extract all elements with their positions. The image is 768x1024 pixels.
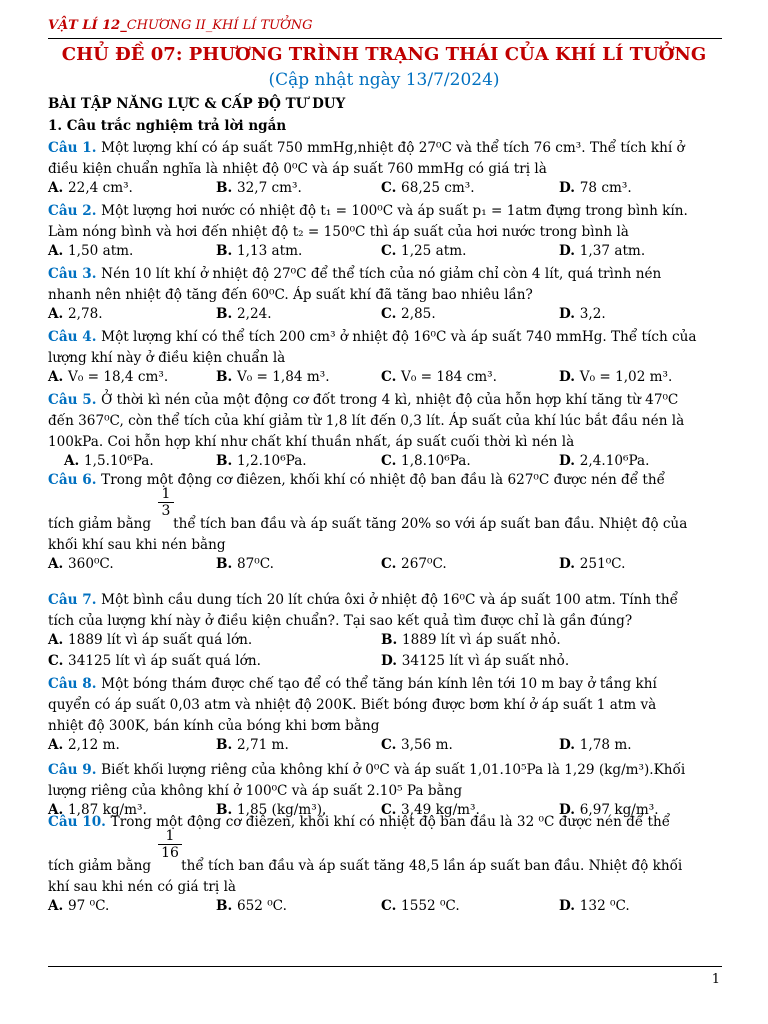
option-label: D. [381,653,402,669]
option-label: A. [48,306,69,322]
question-text: Một lượng hơi nước có nhiệt độ t₁ = 100⁰C và áp suất p₁ = 1atm đựng trong bình kín. [101,203,688,219]
answer-option [381,898,460,914]
option-text: 1,50 atm. [68,243,134,259]
option-label: B. [381,632,402,648]
question-text-line [48,812,722,833]
option-text: 32,7 cm³. [236,180,302,196]
question-text: thể tích ban đầu và áp suất tăng 48,5 lần áp suất ban đầu. Nhiệt độ khối [181,858,683,874]
fraction-numerator: 1 [165,828,175,844]
option-label: C. [381,453,402,469]
option-text: V₀ = 18,4 cm³. [68,369,169,385]
option-text: 3,49 kg/m³. [401,802,480,818]
option-label: B. [216,306,237,322]
option-label: C. [381,369,402,385]
option-text: 2,85. [401,306,436,322]
answer-option [216,556,274,572]
question-text-line [48,856,722,877]
option-text: V₀ = 184 cm³. [401,369,497,385]
header-chapter: CHƯƠNG II_KHÍ LÍ TƯỞNG [126,18,313,33]
subsection-heading: 1. Câu trắc nghiệm trả lời ngắn [48,118,287,134]
question-text-line [48,411,722,432]
answer-option [381,556,447,572]
option-text: 251⁰C. [579,556,626,572]
question-text: Ở thời kì nén của một động cơ đốt trong 4 kì, nhiệt độ của hỗn hợp khí tăng từ 47⁰C [101,392,679,408]
question-text: Trong một động cơ điêzen, khối khí có nhiệt độ ban đầu là 627⁰C được nén để thể [101,472,665,488]
option-label: D. [559,898,580,914]
question-text-line [48,781,722,802]
option-text: 34125 lít vì áp suất nhỏ. [401,653,570,669]
answer-options-row [48,306,722,327]
option-text: 1,5.10⁶Pa. [84,453,154,469]
answer-option [216,243,302,259]
answer-options-row [48,556,722,577]
question-text: khối khí sau khi nén bằng [48,537,226,553]
answer-option [48,556,114,572]
question-number: Câu 8. [48,676,102,692]
answer-option [48,632,252,648]
option-text: 1,13 atm. [236,243,303,259]
question-text-line [48,285,722,306]
question-text-line [48,760,722,781]
answer-option [381,180,475,196]
option-text: 1,85 (kg/m³). [236,802,327,818]
answer-options-row [48,243,722,264]
option-text: 87⁰C. [236,556,274,572]
option-label: B. [216,898,237,914]
option-text: 132 ⁰C. [579,898,630,914]
option-text: 2,78. [68,306,103,322]
question-text: Một bóng thám được chế tạo để có thể tăng bán kính lên tới 10 m bay ở tầng khí [101,676,657,692]
option-label: C. [381,243,402,259]
option-label: A. [48,180,69,196]
question-text: 100kPa. Coi hỗn hợp khí như chất khí thuần nhất, áp suất cuối thời kì nén là [48,434,575,450]
answer-option [381,306,436,322]
option-text: 22,4 cm³. [68,180,133,196]
question-text: lượng khí này ở điều kiện chuẩn là [48,350,286,366]
option-label: C. [381,802,402,818]
option-label: D. [559,306,580,322]
option-label: D. [559,453,580,469]
option-text: 2,71 m. [236,737,289,753]
option-label: A. [48,737,69,753]
option-text: 68,25 cm³. [401,180,475,196]
answer-option [216,898,287,914]
question-text-line [48,390,722,411]
option-label: D. [559,737,580,753]
answer-option [216,369,330,385]
answer-option [48,243,133,259]
answer-options-row [48,737,722,758]
question-text: Một lượng khí có áp suất 750 mmHg,nhiệt độ 27⁰C và thể tích 76 cm³. Thể tích khí ở [101,140,685,156]
question-text: thể tích ban đầu và áp suất tăng 20% so với áp suất ban đầu. Nhiệt độ của [173,516,688,532]
option-text: 1889 lít vì áp suất quá lớn. [68,632,253,648]
question-number: Câu 1. [48,140,102,156]
question-text: tích của lượng khí này ở điều kiện chuẩn?. Tại sao kết quả tìm được chỉ là gần đúng? [48,613,633,629]
section-heading: BÀI TẬP NĂNG LỰC & CẤP ĐỘ TƯ DUY [48,96,346,112]
option-label: B. [216,556,237,572]
question-text: Một lượng khí có thể tích 200 cm³ ở nhiệt độ 16⁰C và áp suất 740 mmHg. Thể tích của [101,329,697,345]
answer-option [559,737,632,753]
option-label: B. [216,453,237,469]
answer-option [559,453,649,469]
answer-option [64,453,154,469]
answer-options-row [48,898,722,919]
answer-options-row [48,180,722,201]
question-number: Câu 3. [48,266,102,282]
option-label: A. [48,802,69,818]
question-text-line [48,716,722,737]
header-subject: VẬT LÍ 12_ [48,18,127,33]
fraction [158,828,182,861]
answer-options-row [48,632,722,653]
question-number: Câu 10. [48,814,111,830]
option-text: 78 cm³. [579,180,632,196]
answer-option [48,306,103,322]
question-text: nhanh nên nhiệt độ tăng đến 60⁰C. Áp suất khí đã tăng bao nhiêu lần? [48,287,533,303]
option-text: 1552 ⁰C. [401,898,460,914]
question-text-line [48,222,722,243]
question-text-line [48,201,722,222]
option-label: C. [381,898,402,914]
answer-option [381,243,466,259]
option-label: B. [216,737,237,753]
option-text: 267⁰C. [401,556,447,572]
fraction-numerator: 1 [161,486,171,502]
option-text: 1,78 m. [579,737,632,753]
answer-option [381,737,453,753]
answer-option [48,737,120,753]
answer-option [381,453,471,469]
answer-option [381,369,497,385]
answer-options-row [48,653,722,674]
question-text: điều kiện chuẩn nghĩa là nhiệt độ 0⁰C và áp suất 760 mmHg có giá trị là [48,161,547,177]
answer-option [216,453,307,469]
option-label: D. [559,802,580,818]
question-text-line [48,695,722,716]
question-number: Câu 5. [48,392,102,408]
answer-option [381,632,561,648]
question-text: Nén 10 lít khí ở nhiệt độ 27⁰C để thể tích của nó giảm chỉ còn 4 lít, quá trình nén [101,266,662,282]
option-label: D. [559,180,580,196]
update-date: (Cập nhật ngày 13/7/2024) [268,70,500,90]
answer-option [559,180,632,196]
question-text: khí sau khi nén có giá trị là [48,879,237,895]
question-text-line [48,327,722,348]
option-label: C. [381,306,402,322]
footer-divider [48,966,722,967]
option-label: D. [559,556,580,572]
option-label: D. [559,243,580,259]
question-text: Một bình cầu dung tích 20 lít chứa ôxi ở nhiệt độ 16⁰C và áp suất 100 atm. Tính thể [101,592,678,608]
page-number: 1 [711,972,720,987]
question-text: quyển có áp suất 0,03 atm và nhiệt độ 200K. Biết bóng được bơm khí ở áp suất 1 atm và [48,697,657,713]
option-text: 2,4.10⁶Pa. [579,453,650,469]
question-text-line [48,590,722,611]
option-text: 1889 lít vì áp suất nhỏ. [401,632,561,648]
option-label: A. [48,632,69,648]
question-text: Làm nóng bình và hơi đến nhiệt độ t₂ = 150⁰C thì áp suất của hơi nước trong bình là [48,224,629,240]
option-text: 2,12 m. [68,737,120,753]
question-text-line [48,877,722,898]
answer-option [48,898,109,914]
question-text: lượng riêng của không khí ở 100⁰C và áp suất 2.10⁵ Pa bằng [48,783,463,799]
option-label: C. [48,653,69,669]
option-label: A. [48,243,69,259]
fraction [158,486,174,519]
option-text: 1,37 atm. [579,243,646,259]
option-text: 1,87 kg/m³. [68,802,147,818]
question-text-line [48,264,722,285]
question-text: tích giảm bằng [48,858,152,874]
option-label: B. [216,369,237,385]
option-text: 6,97 kg/m³. [579,802,659,818]
option-label: B. [216,802,237,818]
option-text: 34125 lít vì áp suất quá lớn. [68,653,261,669]
question-number: Câu 6. [48,472,102,488]
question-text-line [48,348,722,369]
answer-option [559,898,630,914]
answer-option [559,556,625,572]
answer-option [216,737,289,753]
option-text: 3,56 m. [401,737,453,753]
option-label: B. [216,180,237,196]
question-number: Câu 2. [48,203,102,219]
answer-option [559,369,672,385]
page-title: CHỦ ĐỀ 07: PHƯƠNG TRÌNH TRẠNG THÁI CỦA KHÍ LÍ TƯỞNG [61,44,707,65]
question-text-line [48,611,722,632]
question-text: tích giảm bằng [48,516,152,532]
answer-option [216,180,302,196]
option-text: 360⁰C. [68,556,114,572]
question-text-line [48,470,722,491]
option-label: A. [48,369,69,385]
question-text: Trong một động cơ điêzen, khối khí có nhiệt độ ban đầu là 32 ⁰C được nén để thể [110,814,671,830]
option-label: A. [64,453,85,469]
option-text: 1,8.10⁶Pa. [401,453,471,469]
question-text-line [48,535,722,556]
fraction-denominator: 3 [158,502,174,519]
option-label: A. [48,898,69,914]
answer-option [559,306,606,322]
question-text-line [48,159,722,180]
option-text: 97 ⁰C. [68,898,110,914]
question-text-line [48,432,722,453]
option-label: C. [381,556,402,572]
option-label: C. [381,737,402,753]
option-label: A. [48,556,69,572]
option-text: 652 ⁰C. [236,898,287,914]
fraction-denominator: 16 [158,844,182,861]
option-text: 1,2.10⁶Pa. [236,453,307,469]
question-text-line [48,674,722,695]
page-header [48,18,722,39]
answer-option [559,243,645,259]
question-text-line [48,514,722,535]
answer-option [216,306,272,322]
option-text: 3,2. [579,306,606,322]
answer-option [48,369,168,385]
option-label: C. [381,180,402,196]
question-number: Câu 9. [48,762,102,778]
question-text: đến 367⁰C, còn thể tích của khí giảm từ 1,8 lít đến 0,3 lít. Áp suất của khí lúc bắt đầu nén là [48,413,685,429]
option-text: V₀ = 1,02 m³. [579,369,673,385]
answer-option [48,180,133,196]
question-text: Biết khối lượng riêng của không khí ở 0⁰C và áp suất 1,01.10⁵Pa là 1,29 (kg/m³).Khối [101,762,686,778]
option-label: B. [216,243,237,259]
option-text: 2,24. [236,306,272,322]
answer-options-row [48,369,722,390]
option-text: 1,25 atm. [401,243,467,259]
question-text: nhiệt độ 300K, bán kính của bóng khi bơm bằng [48,718,380,734]
question-number: Câu 4. [48,329,102,345]
option-label: D. [559,369,580,385]
option-text: V₀ = 1,84 m³. [236,369,330,385]
answer-option [48,653,261,669]
answer-option [381,653,569,669]
question-text-line [48,138,722,159]
question-number: Câu 7. [48,592,102,608]
